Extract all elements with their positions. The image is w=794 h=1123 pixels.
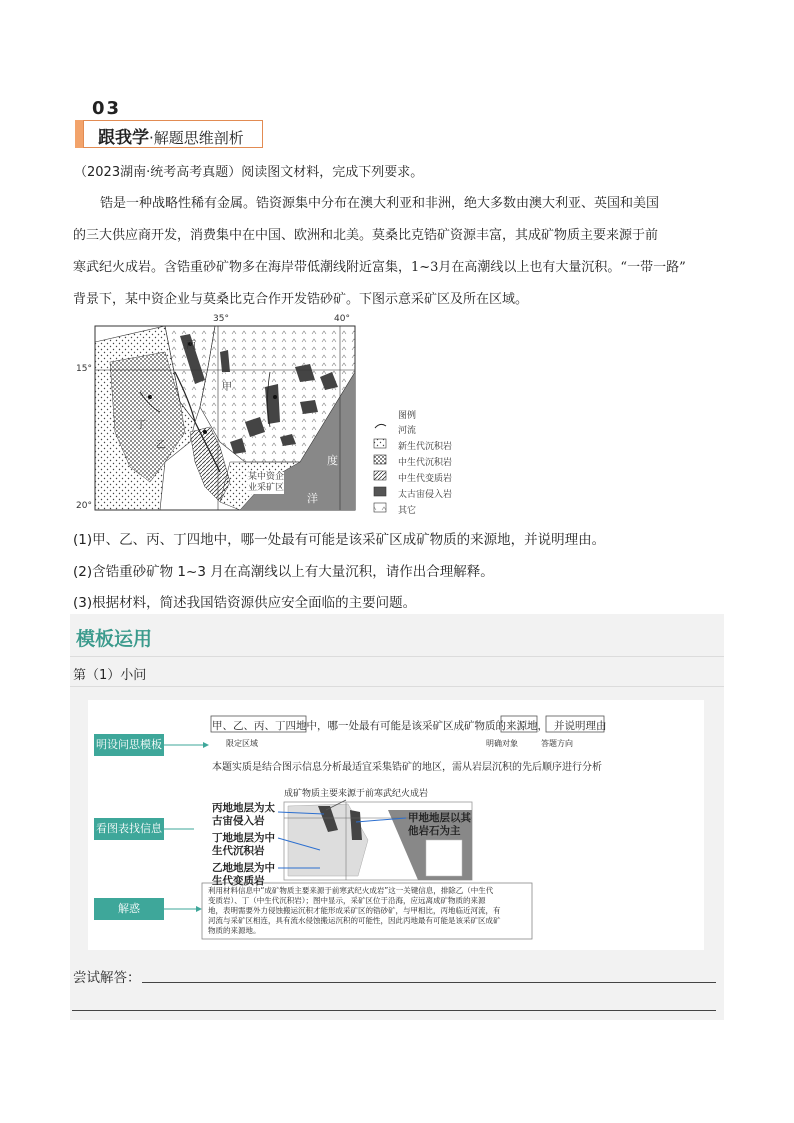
section-title-main: 跟我学 <box>98 128 149 148</box>
legend-metamorphic: 中生代变质岩 <box>398 474 453 484</box>
try-label: 尝试解答： <box>73 970 141 986</box>
place-jia: 甲 <box>222 382 232 393</box>
section-title <box>98 123 244 148</box>
mine-label-line-1: 某中资企 <box>248 472 285 482</box>
mine-label-line-2: 业采矿区 <box>248 483 285 493</box>
place-yi: 乙 <box>156 440 166 451</box>
answer-line-input-2[interactable] <box>72 1010 716 1011</box>
mine-label <box>248 472 284 494</box>
question-1: (1)甲、乙、丙、丁四地中，哪一处最有可能是该采矿区成矿物质的来源地，并说明理由。 <box>73 532 606 548</box>
step-2-button: 看图表找信息 <box>94 818 164 840</box>
ocean-yin: 印 <box>362 378 373 391</box>
sub-question-label: 第（1）小问 <box>73 668 147 683</box>
label-jia-1: 甲地地层以其 <box>408 812 471 824</box>
q-part-area: 甲、乙、丙、丁四地中 <box>212 720 317 732</box>
ocean-yang: 洋 <box>307 492 318 505</box>
legend-mid-sediment: 中生代沉积岩 <box>398 458 453 468</box>
question-3: (3)根据材料，简述我国锆资源供应安全面临的主要问题。 <box>73 595 417 611</box>
label-yi <box>212 862 275 888</box>
answer-line-5: 物质的来源地。 <box>208 926 261 935</box>
label-ding-2: 生代沉积岩 <box>212 845 265 857</box>
place-bing: 丙 <box>186 340 196 351</box>
template-title: 模板运用 <box>76 628 153 650</box>
material-line-3: 寒武纪火成岩。含锆重砂矿物多在海岸带低潮线附近富集，1~3月在高潮线以上也有大量沉积。“一带一路” <box>73 260 686 275</box>
q-part-comma: ， <box>537 720 548 732</box>
question-source: （2023湖南·统考高考真题）阅读图文材料，完成下列要求。 <box>74 165 424 180</box>
legend-intrusive: 太古宙侵入岩 <box>398 490 453 500</box>
q-part-object: 来源地 <box>506 720 538 732</box>
legend-river: 河流 <box>398 426 417 436</box>
answer-line-input-1[interactable] <box>142 982 716 983</box>
source-note: 成矿物质主要来源于前寒武纪火成岩 <box>284 789 429 799</box>
label-bing <box>212 802 275 828</box>
label-ding-1: 丁地地层为中 <box>212 832 275 844</box>
lon-40: 40° <box>334 314 350 324</box>
template-diagram <box>88 700 704 950</box>
label-yi-1: 乙地地层为中 <box>212 862 275 874</box>
note-direction: 答题方向 <box>541 739 573 748</box>
material-line-4: 背景下，某中资企业与莫桑比克合作开发锆砂矿。下图示意采矿区及所在区域。 <box>73 292 529 307</box>
section-title-box <box>83 120 263 148</box>
lat-20: 20° <box>76 501 92 511</box>
label-bing-1: 丙地地层为太 <box>212 802 275 814</box>
template-question <box>212 718 607 733</box>
label-yi-2: 生代变质岩 <box>212 875 265 887</box>
label-bing-2: 古宙侵入岩 <box>212 815 265 827</box>
lon-35: 35° <box>213 314 229 324</box>
note-object: 明确对象 <box>486 739 518 748</box>
section-number: 03 <box>92 98 122 119</box>
sub-question-divider <box>70 686 724 687</box>
section-title-sub: ·解题思维剖析 <box>149 129 244 147</box>
ocean-du: 度 <box>327 454 338 467</box>
legend-other: 其它 <box>398 506 417 516</box>
section-title-bar <box>75 120 263 148</box>
material-line-1: 锆是一种战略性稀有金属。锆资源集中分布在澳大利亚和非洲，绝大多数由澳大利亚、英国和美国 <box>100 196 660 211</box>
label-jia <box>408 812 471 838</box>
answer-line-4: 河流与采矿区相连，具有流水侵蚀搬运沉积的可能性，因此丙地最有可能是该采矿区成矿 <box>208 916 501 925</box>
label-ding <box>212 832 275 858</box>
legend-title: 图例 <box>398 411 417 421</box>
template-divider <box>70 656 724 657</box>
q-part-middle: ，哪一处最有可能是该采矿区成矿物质的 <box>317 720 506 732</box>
q-part-direction: 并说明理由 <box>554 720 607 732</box>
material-line-2: 的三大供应商开发，消费集中在中国、欧洲和北美。莫桑比克锆矿资源丰富，其成矿物质主要来源于前 <box>73 228 659 243</box>
step-1-button: 明设问思模板 <box>94 734 164 756</box>
legend-new-sediment: 新生代沉积岩 <box>398 442 453 452</box>
note-area: 限定区域 <box>226 739 258 748</box>
region-map <box>70 312 490 518</box>
lat-15: 15° <box>76 364 92 374</box>
label-jia-2: 他岩石为主 <box>408 825 461 837</box>
essence-text: 本题实质是结合图示信息分析最适宜采集锆矿的地区，需从岩层沉积的先后顺序进行分析 <box>212 762 602 773</box>
question-2: (2)含锆重砂矿物 1~3 月在高潮线以上有大量沉积，请作出合理解释。 <box>73 564 494 580</box>
place-ding: 丁 <box>136 420 146 431</box>
answer-text <box>208 886 501 936</box>
answer-line-3: 地，表明需要外力侵蚀搬运沉积才能形成采矿区的锆砂矿，与甲相比，丙地临近河流，有 <box>208 906 501 915</box>
answer-line-2: 变质岩）、丁（中生代沉积岩）；图中显示，采矿区位于沿海，应远离成矿物质的来源 <box>208 896 486 905</box>
answer-line-1: 利用材料信息中“成矿物质主要来源于前寒武纪火成岩”这一关键信息，排除乙（中生代 <box>208 886 494 895</box>
step-3-button: 解惑 <box>94 898 164 920</box>
